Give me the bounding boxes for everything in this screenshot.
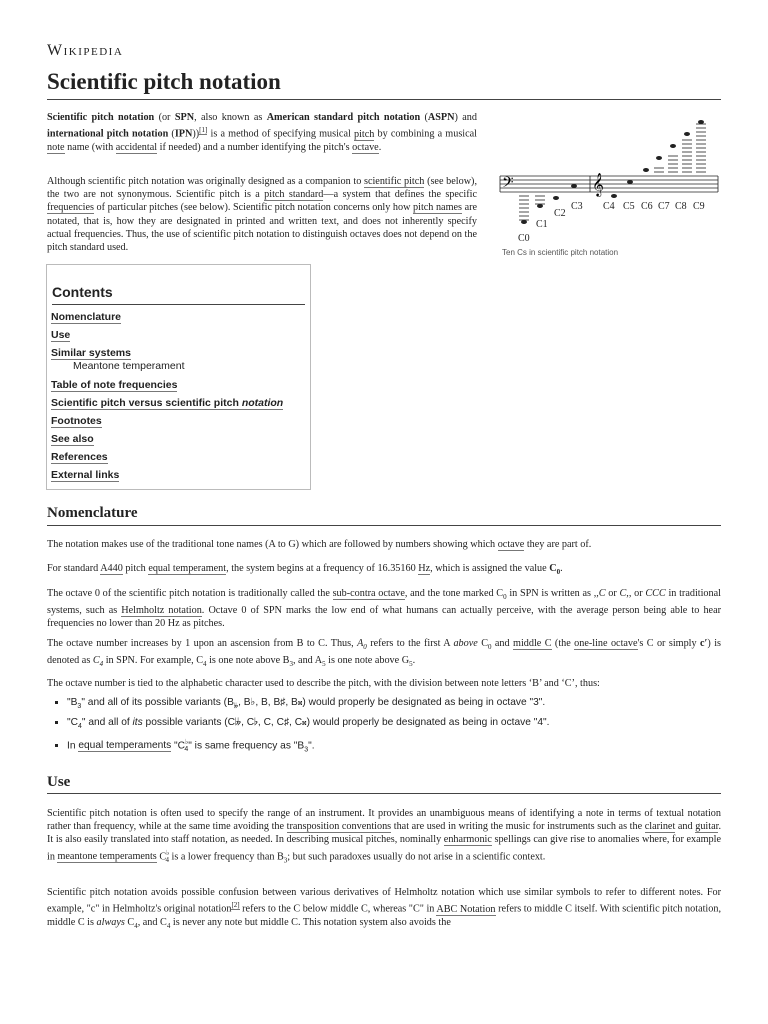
list-item: ▪ "$B_3$" and all of its possible variants ($B_𝄫$, B♭, B, B♯, B𝄪) would properly be designated as being in octave "3". [67, 696, 727, 716]
ten-cs-staff-image[interactable] [492, 115, 721, 245]
page-title: Scientific pitch notation [47, 69, 281, 94]
intro-paragraph-2: Although scientific pitch notation was originally designed as a companion to scientific pitch (see below), the two are not synonymous. Scientific pitch is a pitch standard—a system that defines the specific frequencies of particular pitches (see below). Scientific pitch notation concerns only how pitch names are notated, that is, how they are designated in printed and written text, and does not inherently specify actual frequencies. Thus, the use of scientific pitch notation to distinguish octaves does not depend on the pitch standard used. [47, 176, 478, 254]
toc-item-references[interactable]: References [51, 451, 108, 463]
site-logo[interactable]: Wikipedia [47, 42, 124, 59]
list-item: ▪ In equal temperaments "$C^♭_4$" is same frequency as "$B_3$". [67, 736, 727, 756]
link-sub-contra-octave[interactable]: sub-contra octave [332, 588, 405, 599]
use-paragraph-1: Scientific pitch notation is often used to specify the range of an instrument. It provides an unambiguous means of identifying a note in terms of textual notation rather than frequency, while at the same time avoiding the transposition conventions that are used in writing the music for instruments such as the clarinet and guitar. It is also easily translated into staff notation, as needed. In describing musical pitches, nominally enharmonic spellings can give rise to anomalies where, for example in meantone temperaments $C^♭_4$ is a lower frequency than $B_3$; but such paradoxes usually do not arise in a scientific context. [47, 808, 722, 865]
infobox-caption: Ten Cs in scientific pitch notation [502, 248, 619, 257]
toc-divider [52, 304, 305, 305]
nomenclature-paragraph-1: The notation makes use of the traditional tone names (A to G) which are followed by numbers showing which octave they are part of. [47, 539, 592, 550]
link-abc-notation[interactable]: ABC Notation [436, 903, 496, 915]
note-label-c5: C5 [623, 201, 635, 212]
link-frequencies[interactable]: frequencies [47, 202, 94, 214]
link-middle-c[interactable]: middle C [513, 638, 552, 649]
link-octave-2[interactable]: octave [497, 539, 525, 550]
link-a440[interactable]: A440 [100, 563, 123, 574]
note-label-c1: C1 [536, 219, 548, 230]
link-transposition-conventions[interactable]: transposition conventions [286, 821, 392, 833]
note-label-c8: C8 [675, 201, 687, 212]
use-paragraph-2: Scientific pitch notation avoids possible confusion between various derivatives of Helmholtz notation which use similar symbols to refer to different notes. For example, "c" in Helmholtz's original notation[2] refers to the C below middle C, whereas "C" in ABC Notation refers to middle C itself. With scientific pitch notation, middle C is always $C_4$, and $C_4$ is never any note but middle C. This notation system also avoids the [47, 887, 721, 930]
toc-item-table-of-note-frequencies[interactable]: Table of note frequencies [51, 379, 178, 391]
note-label-c2: C2 [554, 208, 566, 219]
list-item: ▪ "$C_4$" and all of its possible variants (C𝄫, C♭, C, C♯, C𝄪) would properly be designated as being in octave "4". [67, 716, 727, 736]
infobox [492, 115, 721, 265]
bass-clef-icon: 𝄢 [502, 174, 514, 195]
link-scientific-pitch[interactable]: scientific pitch [363, 176, 425, 187]
link-one-line-octave[interactable]: one-line octave [574, 638, 638, 649]
note-label-c0: C0 [518, 233, 530, 244]
note-label-c7: C7 [658, 201, 670, 212]
note-label-c9: C9 [693, 201, 705, 212]
link-helmholtz-notation[interactable]: Helmholtz notation [121, 605, 202, 617]
citation-link-1[interactable]: [1] [199, 126, 208, 135]
nomenclature-paragraph-5: The octave number is tied to the alphabetic character used to describe the pitch, with the division between note letters ‘B’ and ‘C’, thus: [47, 678, 600, 689]
section-divider [47, 525, 721, 526]
note-label-c3: C3 [571, 201, 583, 212]
toc-item-see-also[interactable]: See also [51, 433, 94, 445]
link-note[interactable]: note [47, 141, 65, 153]
toc-item-similar-systems[interactable]: Similar systems [51, 347, 131, 359]
toc-item-scientific-pitch-versus[interactable]: Scientific pitch versus scientific pitch notation [51, 397, 284, 409]
link-clarinet[interactable]: clarinet [644, 821, 676, 833]
note-label-c6: C6 [641, 201, 653, 212]
table-of-contents [46, 264, 311, 490]
section-heading-use: Use [47, 774, 71, 790]
link-pitch-standard[interactable]: pitch standard [264, 189, 324, 201]
toc-item-footnotes[interactable]: Footnotes [51, 415, 102, 427]
title-divider [47, 99, 721, 100]
link-enharmonic[interactable]: enharmonic [443, 834, 492, 846]
link-hz[interactable]: Hz [418, 563, 431, 574]
toc-item-use[interactable]: Use [51, 329, 71, 341]
octave-variants-list [47, 696, 727, 756]
link-guitar[interactable]: guitar [695, 821, 719, 833]
section-divider [47, 793, 721, 794]
link-accidental[interactable]: accidental [115, 141, 158, 153]
treble-clef-icon: 𝄞 [592, 172, 604, 196]
link-pitch-names[interactable]: pitch names [413, 202, 462, 214]
link-pitch[interactable]: pitch [353, 128, 375, 140]
toc-title: Contents [52, 284, 113, 300]
note-label-c4: C4 [603, 201, 615, 212]
nomenclature-paragraph-4: The octave number increases by 1 upon an ascension from B to C. Thus, $A_0$ refers to the first A above $C_0$ and middle C (the one-line octave's C or simply c′) is denoted as $C_4$ in SPN. For example, $C_4$ is one note above $B_3$, and $A_5$ is one note above $G_5$. [47, 638, 721, 669]
citation-link-2[interactable]: [2] [231, 901, 240, 910]
link-equal-temperaments[interactable]: equal temperaments [78, 740, 172, 752]
toc-item-nomenclature[interactable]: Nomenclature [51, 311, 122, 323]
section-heading-nomenclature: Nomenclature [47, 505, 138, 521]
nomenclature-paragraph-2: For standard A440 pitch equal temperament, the system begins at a frequency of 16.35160 Hz, which is assigned the value $C_0$. [47, 563, 563, 577]
nomenclature-paragraph-3: The octave 0 of the scientific pitch notation is traditionally called the sub-contra octave, and the tone marked $C_0$ in SPN is written as ,,C or C,, or CCC in traditional systems, such as Helmholtz notation. Octave 0 of SPN marks the low end of what humans can actually perceive, with the average person being able to hear frequencies no lower than 20 Hz as pitches. [47, 588, 721, 630]
toc-item-meantone-temperament[interactable]: Meantone temperament [73, 360, 185, 372]
link-octave[interactable]: octave [352, 141, 379, 153]
intro-paragraph-1: Scientific pitch notation (or SPN, also known as American standard pitch notation (ASPN) and international pitch notation (IPN))[1] is a method of specifying musical pitch by combining a musical note name (with accidental if needed) and a number identifying the pitch's octave. [47, 112, 477, 153]
toc-item-external-links[interactable]: External links [51, 469, 120, 481]
link-equal-temperament[interactable]: equal temperament [148, 563, 227, 574]
link-meantone-temperaments[interactable]: meantone temperaments [57, 851, 157, 862]
